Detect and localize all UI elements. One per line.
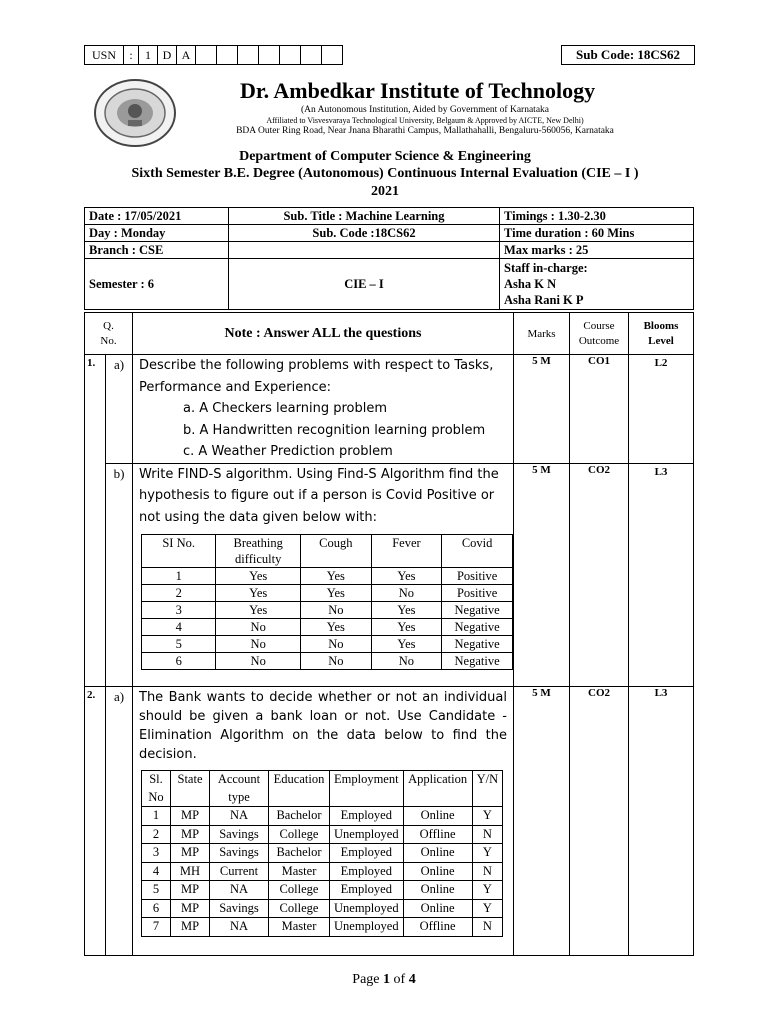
table-header: Breathing difficulty [216, 535, 301, 568]
usn-separator: : [124, 46, 139, 65]
staff-in-charge [500, 259, 694, 310]
question-part: a) [106, 355, 133, 464]
marks-value: 5 M [514, 355, 570, 464]
staff-name: Asha Rani K P [504, 293, 584, 307]
table-row: 6 MP Savings College Unemployed Online Y [142, 899, 503, 918]
sub-code-box: Sub Code: 18CS62 [561, 45, 695, 65]
institute-affiliation: Affiliated to Visvesvaraya Technological University, Belgaum & Approved by AICTE, New Delhi) [266, 116, 584, 125]
usn-char [196, 46, 217, 65]
exam-day: Day : Monday [85, 225, 229, 242]
usn-char: 1 [139, 46, 158, 65]
question-1b [133, 463, 514, 687]
blooms-level-header: Blooms Level [629, 313, 694, 355]
table-header: Account type [210, 771, 269, 807]
table-row: 2 Yes Yes No Positive [142, 585, 513, 602]
marks-value: 5 M [514, 687, 570, 956]
time-duration: Time duration : 60 Mins [500, 225, 694, 242]
usn-char [322, 46, 343, 65]
bank-loan-data-table [141, 770, 503, 937]
exam-title: Sixth Semester B.E. Degree (Autonomous) Continuous Internal Evaluation (CIE – I ) [131, 166, 639, 181]
table-header: Sl. No [142, 771, 171, 807]
current-page: 1 [383, 972, 391, 987]
course-outcome-value: CO2 [570, 463, 629, 687]
usn-char [301, 46, 322, 65]
option-item: b. A Handwritten recognition learning problem [183, 422, 486, 438]
table-row: 3 Yes No Yes Negative [142, 602, 513, 619]
usn-char [217, 46, 238, 65]
question-text: Describe the following problems with respect to Tasks, Performance and Experience: [139, 358, 494, 395]
course-outcome-value: CO1 [570, 355, 629, 464]
table-row: 7 MP NA Master Unemployed Offline N [142, 918, 503, 937]
cie-label: CIE – I [229, 259, 500, 310]
institute-logo [90, 78, 180, 148]
usn-label: USN [85, 46, 124, 65]
course-outcome-value: CO2 [570, 687, 629, 956]
usn-char [280, 46, 301, 65]
institute-address: BDA Outer Ring Road, Near Jnana Bharathi Campus, Mallathahalli, Bengaluru-560056, Karnataka [236, 126, 614, 136]
table-row: 4 MH Current Master Employed Online N [142, 862, 503, 881]
usn-grid [84, 45, 343, 65]
table-row: 6 No No No Negative [142, 653, 513, 670]
usn-char [238, 46, 259, 65]
blooms-level-value: L3 [629, 687, 694, 956]
semester: Semester : 6 [85, 259, 229, 310]
question-number: 2. [85, 687, 106, 956]
table-row: 1 Yes Yes Yes Positive [142, 568, 513, 585]
staff-name: Asha K N [504, 277, 557, 291]
exam-info-table [84, 207, 694, 310]
subject-code: Sub. Code :18CS62 [229, 225, 500, 242]
qno-header: Q. No. [85, 313, 133, 355]
covid-data-table [141, 534, 513, 670]
table-header: Application [403, 771, 472, 807]
institute-status: (An Autonomous Institution, Aided by Government of Karnataka [300, 105, 550, 115]
question-2a [133, 687, 514, 956]
exam-timings: Timings : 1.30-2.30 [500, 208, 694, 225]
table-header: Education [269, 771, 330, 807]
table-row: 5 No No Yes Negative [142, 636, 513, 653]
staff-label: Staff in-charge: [504, 261, 588, 275]
exam-date: Date : 17/05/2021 [85, 208, 229, 225]
usn-char: D [158, 46, 177, 65]
table-row: 3 MP Savings Bachelor Employed Online Y [142, 844, 503, 863]
subject-title: Sub. Title : Machine Learning [229, 208, 500, 225]
option-item: a. A Checkers learning problem [183, 401, 387, 416]
table-header: Employment [330, 771, 404, 807]
exam-year: 2021 [371, 184, 399, 199]
table-header: State [171, 771, 210, 807]
question-part: a) [106, 687, 133, 956]
questions-table [84, 312, 694, 956]
table-header: Y/N [472, 771, 503, 807]
table-row: 1 MP NA Bachelor Employed Online Y [142, 807, 503, 826]
table-row: 5 MP NA College Employed Online Y [142, 881, 503, 900]
table-header: Cough [301, 535, 372, 568]
blooms-level-value: L2 [629, 355, 694, 464]
note-header: Note : Answer ALL the questions [133, 313, 514, 355]
marks-header: Marks [514, 313, 570, 355]
usn-char [259, 46, 280, 65]
question-number: 1. [85, 355, 106, 687]
table-row: 4 No Yes Yes Negative [142, 619, 513, 636]
question-text: The Bank wants to decide whether or not an individual should be given a bank loan or not. Use Candidate - Elimination Algorithm on the data below to find the decision. [139, 690, 507, 762]
question-text: Write FIND-S algorithm. Using Find-S Algorithm find the hypothesis to figure out if a person is Covid Positive or not using the data given below with: [139, 466, 499, 525]
department-name: Department of Computer Science & Engineering [239, 149, 531, 164]
table-row: 2 MP Savings College Unemployed Offline N [142, 825, 503, 844]
course-outcome-header: Course Outcome [570, 313, 629, 355]
table-header: Fever [371, 535, 442, 568]
question-part: b) [106, 463, 133, 687]
question-1a [133, 355, 514, 464]
page-indicator: Page 1 of 4 [352, 972, 416, 987]
blooms-level-value: L3 [629, 463, 694, 687]
usn-char: A [177, 46, 196, 65]
max-marks: Max marks : 25 [500, 242, 694, 259]
table-header: SI No. [142, 535, 216, 568]
option-item: c. A Weather Prediction problem [183, 444, 393, 459]
table-header: Covid [442, 535, 513, 568]
branch: Branch : CSE [85, 242, 229, 259]
marks-value: 5 M [514, 463, 570, 687]
total-pages: 4 [408, 972, 416, 987]
institute-name: Dr. Ambedkar Institute of Technology [240, 78, 596, 103]
